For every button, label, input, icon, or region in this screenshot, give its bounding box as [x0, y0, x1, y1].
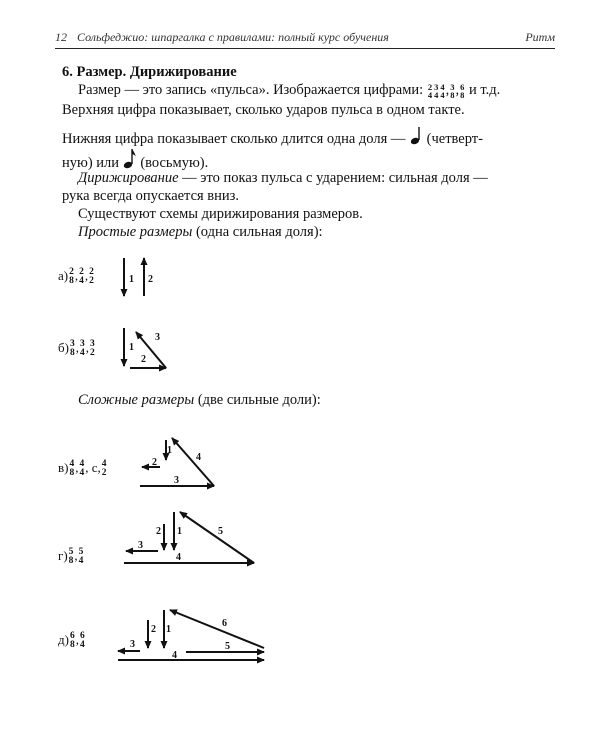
diagram-d-beat-2-num: 2	[151, 624, 156, 635]
diagram-d-beat-3-num: 3	[130, 639, 135, 650]
diagram-g-beat-1-num: 1	[177, 526, 182, 537]
diagram-g-beat-3-num: 3	[138, 540, 143, 551]
diagram-g-beat-4-num: 4	[176, 552, 181, 563]
diagram-d-beat-1-num: 1	[166, 624, 171, 635]
term-conducting: Дирижирование	[78, 170, 179, 186]
example-v-label: в) 4 8 , 4 4 , с, 4 2	[58, 459, 107, 479]
para1-line3: Нижняя цифра показывает сколько длится одна доля — (четверт-	[62, 126, 483, 148]
diagram-v-beat-2-num: 2	[152, 457, 157, 468]
diagram-d-beat-6-arrow	[170, 610, 264, 648]
diagram-v-beat-1-num: 1	[167, 445, 172, 456]
time-sig-4-4: 4 4	[440, 81, 445, 100]
diagram-b-beat-2-num: 2	[141, 354, 146, 365]
diagram-g-beat-2-num: 2	[156, 526, 161, 537]
para1-start: Размер — это запись «пульса». Изображается цифрами:	[78, 82, 424, 98]
diagram-d-beat-5-num: 5	[225, 641, 230, 652]
book-title: Сольфеджио: шпаргалка с правилами: полный курс обучения	[77, 30, 389, 44]
diagram-b-beat-1-num: 1	[129, 342, 134, 353]
diagram-d-beat-4-num: 4	[172, 650, 177, 661]
diagram-d-beat-6-num: 6	[222, 618, 227, 629]
para2-line1: Дирижирование — это показ пульса с ударением: сильная доля —	[78, 170, 488, 186]
para1-line4: ную) или (восьмую).	[62, 148, 208, 172]
simple-meters-heading: Простые размеры (одна сильная доля):	[78, 224, 323, 240]
time-sig-6-8: 6 8	[460, 81, 465, 100]
time-sig-3-8: 3 8	[450, 81, 455, 100]
diagram-a-beat-1-num: 1	[129, 274, 134, 285]
para1-end: и т.д.	[468, 82, 501, 98]
diagram-b-beat-3-num: 3	[155, 332, 160, 343]
example-b-label: б) 3 8 , 3 4 , 3 2	[58, 339, 95, 359]
example-g-label: г) 5 8 , 5 4	[58, 547, 84, 567]
para2-line2: рука всегда опускается вниз.	[62, 188, 240, 204]
para3: Существуют схемы дирижирования размеров.	[78, 206, 363, 222]
diagram-g-beat-5-num: 5	[218, 526, 223, 537]
diagram-a-beat-2-num: 2	[148, 274, 153, 285]
section-title: 6. Размер. Дирижирование	[62, 64, 237, 80]
diagram-v-beat-3-num: 3	[174, 475, 179, 486]
time-sig-2-4: 2 4	[427, 81, 433, 100]
para1-line2: Верхняя цифра показывает, сколько ударов пульса в одном такте.	[62, 102, 465, 118]
time-sig-3-4: 3 4	[434, 81, 439, 100]
para1-line1: Размер — это запись «пульса». Изображается цифрами: 2 4 3 4 4 4 , 3 8 , 6 8 и т.д.	[78, 81, 501, 100]
section-name: Ритм	[525, 30, 555, 44]
example-a-label: а) 2 8 , 2 4 , 2 2	[58, 267, 94, 287]
diagram-g-beat-5-arrow	[180, 512, 254, 563]
complex-meters-heading: Сложные размеры (две сильные доли):	[78, 392, 321, 408]
page-number: 12	[55, 30, 67, 44]
example-d-label: д) 6 8 , 6 4	[58, 631, 85, 651]
diagram-v-beat-4-num: 4	[196, 452, 201, 463]
